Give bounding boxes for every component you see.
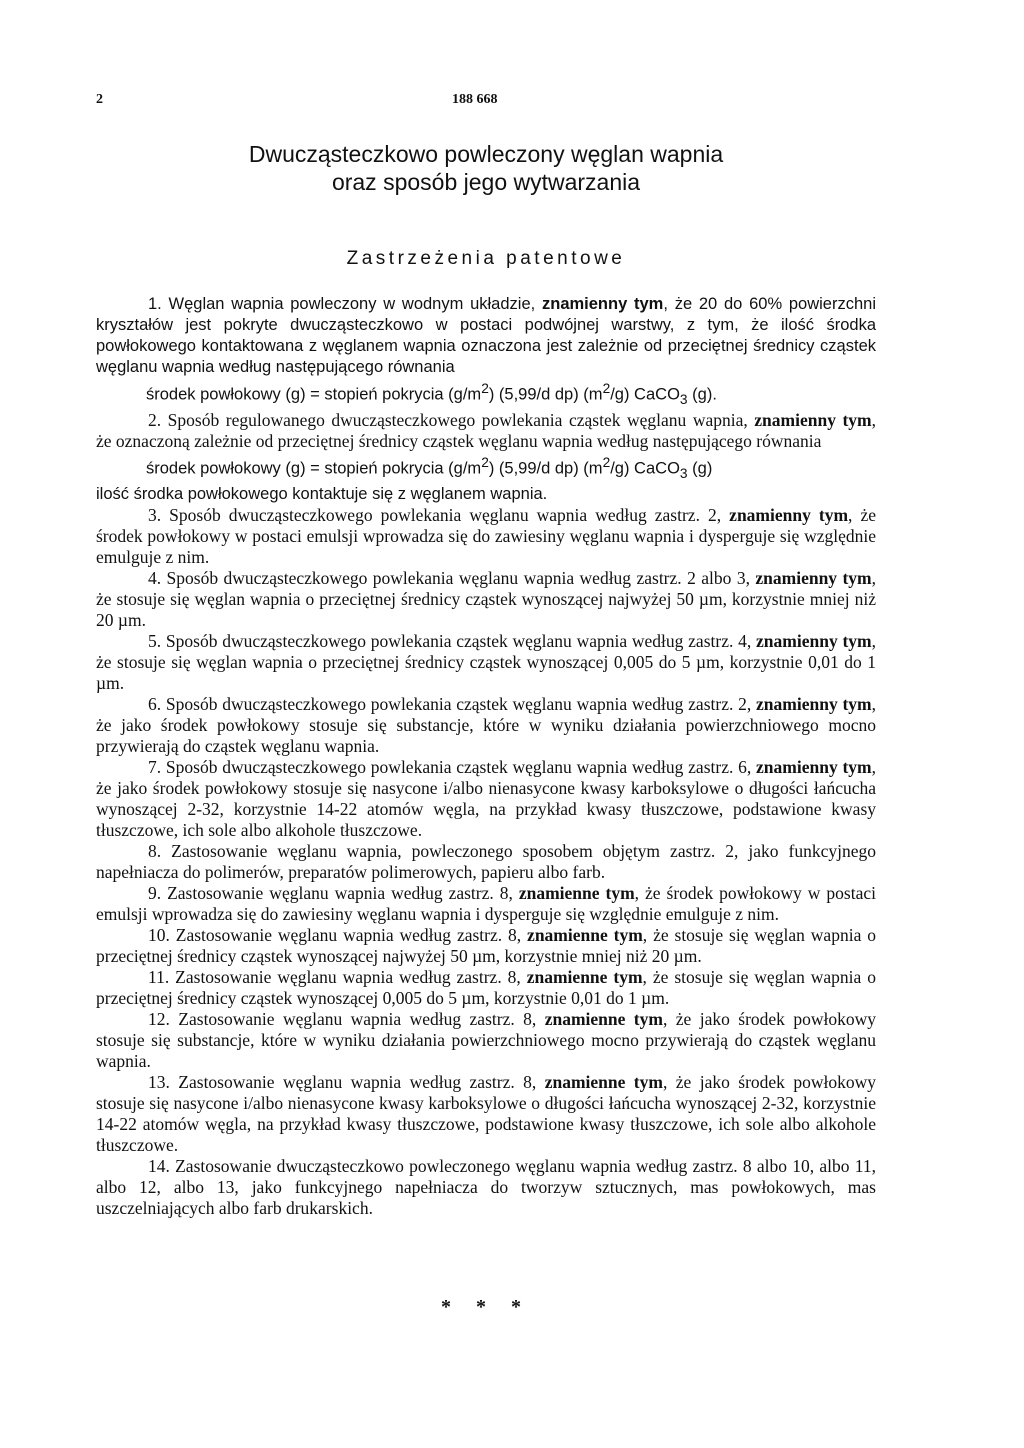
claim-9-keyword: znamienne tym [518,882,635,903]
claim-7-keyword: znamienny tym [756,756,872,777]
claim-2-formula: środek powłokowy (g) = stopień pokrycia $(g/m^2)$ (5,99/d dp) $(m^2/g)$ CaCO$_3$ (g) [146,454,713,481]
claim-1-formula: środek powłokowy (g) = stopień pokrycia $(g/m^2)$ (5,99/d dp) $(m^2/g)$ CaCO$_3$ (g). [146,381,717,407]
claim-7: 7. Sposób dwucząsteczkowego powlekania cząstek węglanu wapnia według zastrz. 6, znamienny tym, że jako środek powłokowy stosuje się nasycone i/albo nienasycone kwasy karboksylowe o długości łańcucha wynoszącej 2-32, korzystnie 14-22 atomów węgla, na przykład kwasy tłuszczowe, podstawione kwasy tłuszczowe, ich sole albo alkohole tłuszczowe. [96,756,876,840]
claim-13: 13. Zastosowanie węglanu wapnia według zastrz. 8, znamienne tym, że jako środek powłokowy stosuje się nasycone i/albo nienasycone kwasy karboksylowe o długości łańcucha wynoszącej 2-32, korzystnie 14-22 atomów węgla, na przykład kwasy tłuszczowe, podstawione kwasy tłuszczowe, ich sole albo alkohole tłuszczowe. [96,1071,876,1155]
claim-10-keyword: znamienne tym [527,924,643,945]
claim-8: 8. Zastosowanie węglanu wapnia, powleczonego sposobem objętym zastrz. 2, jako funkcyjnego napełniacza do polimerów, preparatów polimerowych, papieru albo farb. [96,840,876,882]
document-title [96,140,876,196]
claim-5-keyword: znamienny tym [756,630,872,651]
end-of-document-mark: * * * [441,1296,531,1318]
claim-2-keyword: znamienny tym [754,409,872,430]
claim-1-keyword: znamienny tym [541,295,664,313]
claim-4: 4. Sposób dwucząsteczkowego powlekania węglanu wapnia według zastrz. 2 albo 3, znamienny tym, że stosuje się węglan wapnia o przeciętnej średnicy cząstek wynoszącej najwyżej 50 µm, korzystnie mniej niż 20 µm. [96,567,877,630]
claim-3-keyword: znamienny tym [729,504,849,525]
claim-1: 1. Węglan wapnia powleczony w wodnym układzie, znamienny tym, że 20 do 60% powierzchni kryształów jest pokryte dwucząsteczkowo w postaci podwójnej warstwy, z tym, że ilość środka powłokowego kontaktowana z węglanem wapnia oznaczona jest zależnie od przeciętnej średnicy cząstek węglanu wapnia według następującego równania [96,295,876,376]
claim-3: 3. Sposób dwucząsteczkowego powlekania węglanu wapnia według zastrz. 2, znamienny tym, że środek powłokowy w postaci emulsji wprowadza się do zawiesiny węglanu wapnia i dysperguje się względnie emulguje z nim. [96,504,876,567]
title-line-1: Dwucząsteczkowo powleczony węglan wapnia [248,141,724,167]
page-number: 2 [96,92,103,107]
claim-13-keyword: znamienne tym [544,1071,663,1092]
section-title: Zastrzeżenia patentowe [346,248,626,269]
claim-11-keyword: znamienne tym [526,966,643,987]
claim-4-keyword: znamienny tym [755,567,872,588]
title-line-2: oraz sposób jego wytwarzania [331,169,641,195]
claim-11: 11. Zastosowanie węglanu wapnia według zastrz. 8, znamienne tym, że stosuje się węglan wapnia o przeciętnej średnicy cząstek wynoszącej 0,005 do 5 µm, korzystnie 0,01 do 1 µm. [96,966,876,1008]
claim-6: 6. Sposób dwucząsteczkowego powlekania cząstek węglanu wapnia według zastrz. 2, znamienny tym, że jako środek powłokowy stosuje się substancje, które w wyniku działania powierzchniowego mocno przywierają do cząstek węglanu wapnia. [96,693,876,756]
claim-2-continuation: ilość środka powłokowego kontaktuje się z węglanem wapnia. [96,484,548,503]
claims-list [96,294,876,1219]
claim-9: 9. Zastosowanie węglanu wapnia według zastrz. 8, znamienne tym, że środek powłokowy w postaci emulsji wprowadza się do zawiesiny węglanu wapnia i dysperguje się względnie emulguje z nim. [96,882,876,924]
patent-number: 188 668 [452,92,498,107]
claim-10: 10. Zastosowanie węglanu wapnia według zastrz. 8, znamienne tym, że stosuje się węglan wapnia o przeciętnej średnicy cząstek wynoszącej najwyżej 50 µm, korzystnie mniej niż 20 µm. [96,924,876,966]
claim-2: 2. Sposób regulowanego dwucząsteczkowego powlekania cząstek węglanu wapnia, znamienny tym, że oznaczoną zależnie od przeciętnej średnicy cząstek węglanu wapnia według następującego równania [96,409,877,451]
claim-12: 12. Zastosowanie węglanu wapnia według zastrz. 8, znamienne tym, że jako środek powłokowy stosuje się substancje, które w wyniku działania powierzchniowego mocno przywierają do cząstek węglanu wapnia. [96,1008,876,1071]
claim-14: 14. Zastosowanie dwucząsteczkowo powleczonego węglanu wapnia według zastrz. 8 albo 10, albo 11, albo 12, albo 13, jako funkcyjnego napełniacza do tworzyw sztucznych, mas powłokowych, mas uszczelniających albo farb drukarskich. [96,1155,876,1218]
claim-12-keyword: znamienne tym [544,1008,663,1029]
claim-5: 5. Sposób dwucząsteczkowego powlekania cząstek węglanu wapnia według zastrz. 4, znamienny tym, że stosuje się węglan wapnia o przeciętnej średnicy cząstek wynoszącej 0,005 do 5 µm, korzystnie 0,01 do 1 µm. [96,630,876,693]
page-header [96,92,876,114]
claim-6-keyword: znamienny tym [756,693,872,714]
